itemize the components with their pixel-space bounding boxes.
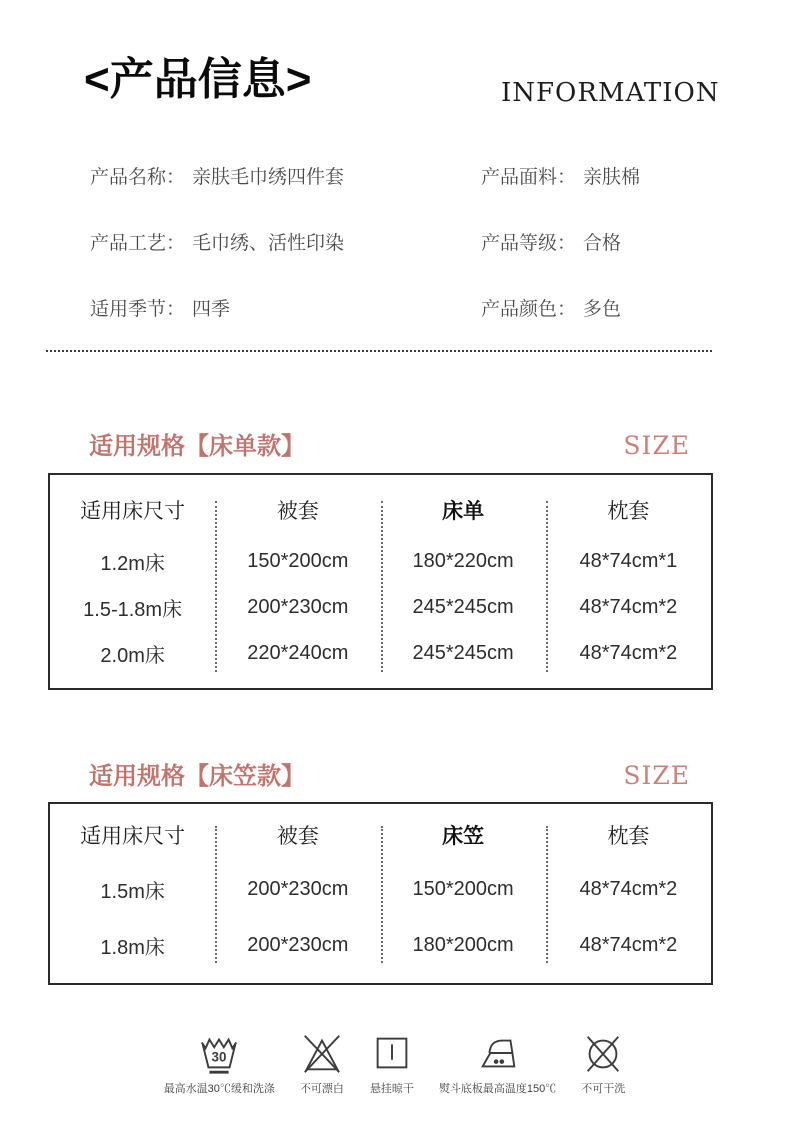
table-header-cell: 被套 xyxy=(276,499,319,523)
size-label: SIZE xyxy=(623,761,690,790)
table-header-cell: 枕套 xyxy=(607,499,650,523)
attr-fabric xyxy=(481,142,712,208)
table-cell: 220*240cm xyxy=(247,641,349,664)
attr-label: 适用季节： xyxy=(90,298,186,320)
size-label: SIZE xyxy=(623,431,690,460)
table-cell: 150*200cm xyxy=(412,877,514,900)
attr-product-name xyxy=(90,142,481,208)
care-item-iron xyxy=(439,1030,556,1096)
care-item-hang-dry xyxy=(369,1030,415,1096)
attr-value: 亲肤棉 xyxy=(583,166,641,188)
column-separator xyxy=(215,501,217,672)
column-separator xyxy=(381,826,383,963)
section-header-fitted xyxy=(48,756,712,791)
table-header-cell: 被套 xyxy=(276,824,319,848)
care-item-no-dry-clean xyxy=(580,1030,626,1096)
table-cell: 200*230cm xyxy=(247,877,349,900)
attr-label: 产品等级： xyxy=(481,232,577,254)
table-cell: 1.5-1.8m床 xyxy=(83,598,183,621)
column-separator xyxy=(546,826,548,963)
attr-value: 毛巾绣、活性印染 xyxy=(192,232,345,254)
attr-value: 四季 xyxy=(192,298,231,320)
attr-label: 产品面料： xyxy=(481,166,577,188)
product-attributes xyxy=(90,142,712,340)
column-separator xyxy=(381,501,383,672)
table-header-cell: 适用床尺寸 xyxy=(80,824,186,848)
attr-value: 合格 xyxy=(583,232,622,254)
attr-season xyxy=(90,274,481,340)
hang-dry-icon xyxy=(369,1030,415,1076)
table-cell: 48*74cm*2 xyxy=(579,933,678,956)
column-separator xyxy=(215,826,217,963)
attr-value: 多色 xyxy=(583,298,622,320)
spec-table-fitted xyxy=(48,802,713,985)
dotted-divider xyxy=(46,350,712,352)
care-label: 最高水温30℃缓和洗涤 xyxy=(163,1083,275,1095)
table-cell: 48*74cm*2 xyxy=(579,877,678,900)
table-cell: 180*220cm xyxy=(412,549,514,572)
table-cell: 200*230cm xyxy=(247,933,349,956)
iron-max-150-icon xyxy=(475,1030,521,1076)
spec-table-sheet xyxy=(48,473,713,690)
table-cell: 48*74cm*1 xyxy=(579,549,678,572)
table-cell: 1.8m床 xyxy=(100,936,165,959)
table-cell: 48*74cm*2 xyxy=(579,595,678,618)
care-item-no-bleach xyxy=(299,1030,345,1096)
table-cell: 1.2m床 xyxy=(100,552,165,575)
table-cell: 48*74cm*2 xyxy=(579,641,678,664)
table-cell: 1.5m床 xyxy=(100,880,165,903)
table-cell: 180*200cm xyxy=(412,933,514,956)
table-cell: 200*230cm xyxy=(247,595,349,618)
section-header-sheet xyxy=(48,426,712,461)
attr-value: 亲肤毛巾绣四件套 xyxy=(192,166,345,188)
page-subtitle: INFORMATION xyxy=(501,78,720,108)
table-cell: 245*245cm xyxy=(412,641,514,664)
no-dry-clean-icon xyxy=(580,1030,626,1076)
care-label: 不可漂白 xyxy=(299,1083,344,1095)
attr-grade xyxy=(481,208,712,274)
table-header-cell: 适用床尺寸 xyxy=(80,499,186,523)
table-header-cell: 枕套 xyxy=(607,824,650,848)
table-cell: 150*200cm xyxy=(247,549,349,572)
table-header-cell: 床笠 xyxy=(442,825,485,848)
care-label: 悬挂晾干 xyxy=(369,1083,414,1095)
care-label: 不可干洗 xyxy=(581,1083,626,1095)
svg-text:30: 30 xyxy=(211,1049,227,1065)
care-symbols-row xyxy=(0,1030,790,1096)
table-cell: 2.0m床 xyxy=(100,644,165,667)
attr-color xyxy=(481,274,712,340)
page-title: <产品信息> xyxy=(84,55,312,104)
attr-craft xyxy=(90,208,481,274)
table-cell: 245*245cm xyxy=(412,595,514,618)
wash-30-gentle-icon xyxy=(196,1030,242,1076)
no-bleach-icon xyxy=(299,1030,345,1076)
attr-label: 产品颜色： xyxy=(481,298,577,320)
table-header-cell: 床单 xyxy=(442,500,485,523)
attr-label: 产品工艺： xyxy=(90,232,186,254)
section-title: 适用规格【床笠款】 xyxy=(89,763,305,790)
care-label: 熨斗底板最高温度150℃ xyxy=(438,1083,557,1095)
care-item-wash xyxy=(164,1030,275,1096)
section-title: 适用规格【床单款】 xyxy=(89,433,305,460)
column-separator xyxy=(546,501,548,672)
attr-label: 产品名称： xyxy=(90,166,186,188)
